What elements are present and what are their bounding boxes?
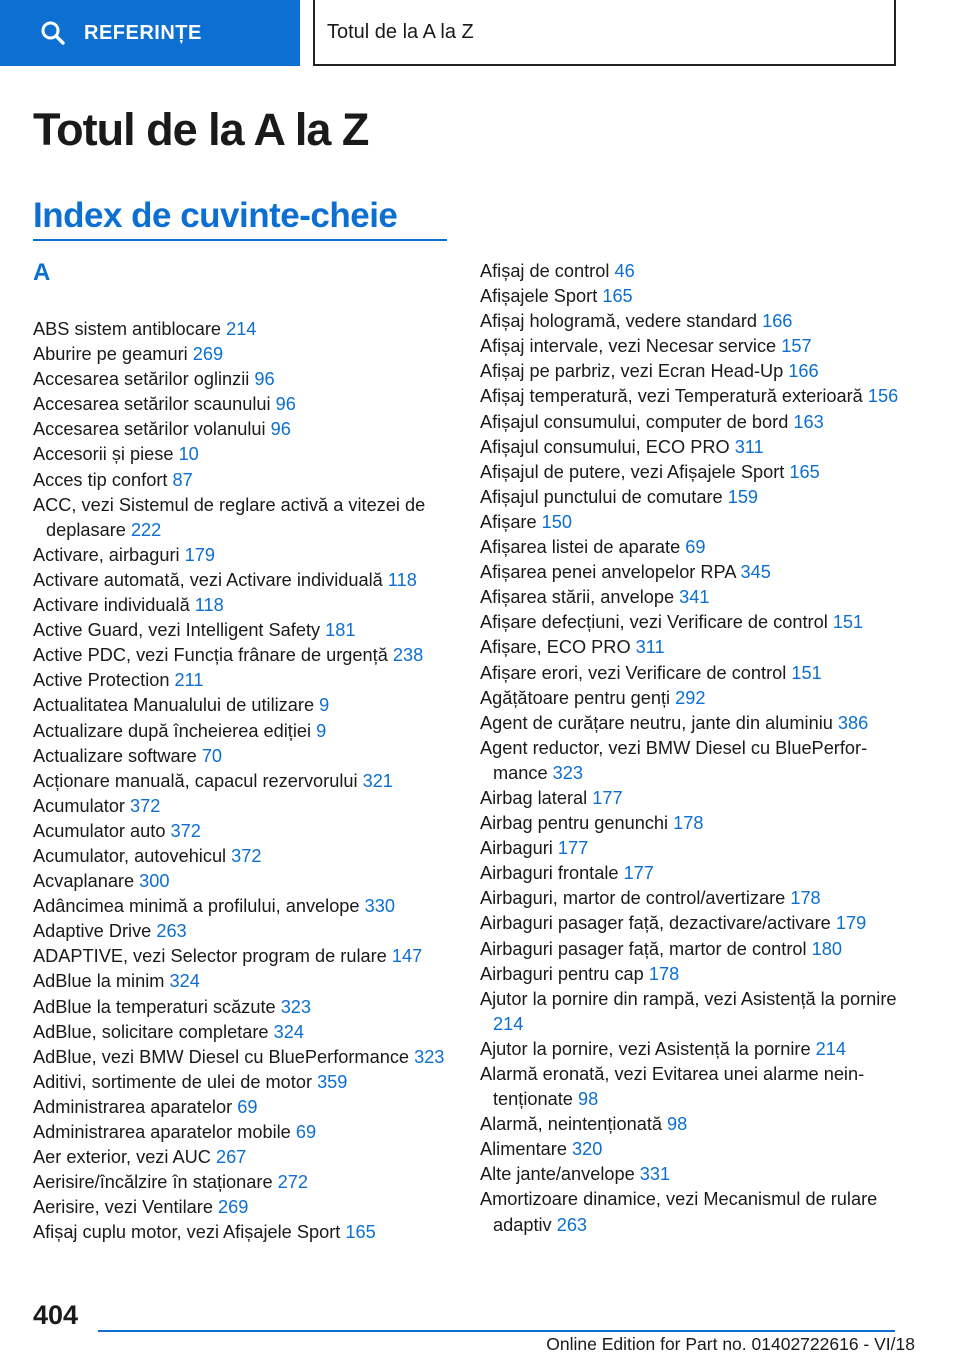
page-number: 404 <box>33 1300 79 1330</box>
index-entry <box>480 1137 910 1162</box>
index-entry-text: AdBlue, solicitare completare <box>33 1021 274 1042</box>
index-page-link[interactable]: 330 <box>364 896 395 917</box>
index-entry <box>33 1145 463 1170</box>
index-entry <box>480 309 910 334</box>
index-entry-text: Active Protection <box>33 670 175 691</box>
index-page-link[interactable]: 98 <box>577 1089 599 1110</box>
index-entry-text: Alarmă, neintenționată <box>480 1114 668 1135</box>
index-entry-text: Afișaj intervale, vezi Necesar service <box>480 336 782 357</box>
index-entry-text: Afișare, ECO PRO <box>480 637 636 658</box>
index-entry <box>480 1112 910 1137</box>
index-entry <box>480 736 910 786</box>
references-tab[interactable] <box>0 0 300 66</box>
index-entry-text: AdBlue la temperaturi scăzute <box>33 996 281 1017</box>
index-entry <box>480 435 910 460</box>
index-page-link[interactable]: 311 <box>635 637 665 658</box>
index-page-link[interactable]: 214 <box>226 319 257 339</box>
index-entry-text: Activare individuală <box>33 595 195 616</box>
index-entry <box>480 259 910 284</box>
index-entry <box>33 668 463 693</box>
index-page-link[interactable]: 178 <box>648 963 680 984</box>
index-page-link[interactable]: 179 <box>184 544 215 565</box>
index-entry-text: ADAPTIVE, vezi Selector program de rulare <box>33 946 392 967</box>
index-page-link[interactable]: 165 <box>602 286 633 307</box>
index-page-link[interactable]: 165 <box>345 1222 376 1243</box>
index-entry-text: Airbag pentru genunchi <box>480 813 674 834</box>
index-entry-text: Alarmă eronată, vezi Evitarea unei alarme neintenționate <box>480 1064 865 1110</box>
index-entry-text: Ajutor la pornire din rampă, vezi Asistență la pornire <box>480 988 897 1009</box>
index-page-link[interactable]: 87 <box>172 469 193 490</box>
index-page-link[interactable]: 372 <box>170 820 201 841</box>
index-page-link[interactable]: 166 <box>762 311 793 332</box>
index-entry-text: Afișaj pe parbriz, vezi Ecran Head-Up <box>480 361 789 382</box>
index-page-link[interactable]: 157 <box>781 336 812 357</box>
index-entry-text: Airbaguri pentru cap <box>480 963 649 984</box>
index-entry-text: Agățătoare pentru genți <box>480 687 676 708</box>
index-entry <box>33 894 463 919</box>
index-page-link[interactable]: 311 <box>734 436 764 457</box>
index-entry <box>33 342 463 367</box>
index-page-link[interactable]: 321 <box>362 770 393 791</box>
index-page-link[interactable]: 345 <box>740 562 771 583</box>
index-page-link[interactable]: 177 <box>623 863 654 884</box>
index-entry <box>33 1120 463 1145</box>
index-page-link[interactable]: 96 <box>254 369 275 390</box>
index-entry-text: Activare, airbaguri <box>33 544 185 565</box>
index-entry-text: Accesarea setărilor volanului <box>33 419 271 440</box>
index-entry <box>480 1037 910 1062</box>
index-entry-text: Adâncimea minimă a profilului, anvelope <box>33 896 365 917</box>
index-entry-text: Afișaj temperatură, vezi Temperatură exterioară <box>480 386 868 407</box>
index-entry-text: Amortizoare dinamice, vezi Mecanismul de rulare adaptiv <box>480 1189 878 1235</box>
index-entry-text: Actualizare după încheierea ediției <box>33 720 317 741</box>
index-entry-text: Afișare <box>480 511 542 532</box>
index-page-link[interactable]: 118 <box>387 569 417 590</box>
index-page-link[interactable]: 177 <box>592 787 623 808</box>
index-entry <box>480 861 910 886</box>
index-page-link[interactable]: 359 <box>317 1071 348 1092</box>
index-page-link[interactable]: 98 <box>667 1114 688 1135</box>
index-entry-text: Ajutor la pornire, vezi Asistență la pornire <box>480 1038 816 1059</box>
index-page-link[interactable]: 9 <box>319 695 330 716</box>
index-page-link[interactable]: 159 <box>727 486 759 507</box>
index-entry-text: Aburire pe geamuri <box>33 344 193 365</box>
index-page-link[interactable]: 96 <box>275 394 296 415</box>
index-entry-text: Accesarea setărilor scaunului <box>33 394 276 415</box>
index-entry <box>33 944 463 969</box>
index-entry-text: Afișaj hologramă, vedere standard <box>480 311 763 332</box>
index-entry <box>480 359 910 384</box>
index-entry <box>33 719 463 744</box>
index-entry-text: Airbaguri pasager față, martor de control <box>480 938 812 959</box>
index-page-link[interactable]: 372 <box>231 845 262 866</box>
index-page-link[interactable]: 324 <box>273 1021 304 1042</box>
index-entry <box>480 811 910 836</box>
index-entry-text: Afișarea penei anvelopelor RPA <box>480 562 741 583</box>
index-page-link[interactable]: 323 <box>552 762 584 783</box>
index-page-link[interactable]: 386 <box>837 712 869 733</box>
index-page-link[interactable]: 96 <box>270 419 291 440</box>
index-entry <box>480 460 910 485</box>
index-entry <box>480 911 910 936</box>
index-entry-text: Acționare manuală, capacul rezervorului <box>33 770 363 791</box>
index-page-link[interactable]: 166 <box>788 361 819 382</box>
index-page-link[interactable]: 269 <box>192 344 224 365</box>
page-title: Totul de la A la Z <box>33 104 369 155</box>
index-column-left <box>33 259 463 1245</box>
chapter-tab-label: Totul de la A la Z <box>327 20 474 43</box>
index-entry <box>480 585 910 610</box>
index-page-link[interactable]: 178 <box>790 888 821 909</box>
index-entry <box>480 836 910 861</box>
index-entry <box>33 693 463 718</box>
index-entry <box>33 593 463 618</box>
index-entry <box>33 1045 463 1070</box>
index-list-right <box>480 259 910 1238</box>
index-page-link[interactable]: 331 <box>639 1164 671 1185</box>
index-entry <box>33 1070 463 1095</box>
index-entry <box>480 1062 910 1112</box>
index-entry-text: Accesorii și piese <box>33 444 179 465</box>
index-entry-text: Agent de curățare neutru, jante din aluminiu <box>480 712 838 733</box>
index-letter-heading: A <box>33 259 51 286</box>
index-entry-text: Afișajul de putere, vezi Afișajele Sport <box>480 461 790 482</box>
index-entry <box>480 686 910 711</box>
index-list-left <box>33 317 463 1245</box>
index-page-link[interactable]: 147 <box>391 946 423 967</box>
index-page-link[interactable]: 69 <box>237 1096 258 1117</box>
index-entry <box>33 1095 463 1120</box>
index-entry <box>33 392 463 417</box>
index-entry-text: AdBlue, vezi BMW Diesel cu BluePerformance <box>33 1046 415 1067</box>
index-entry-text: Accesarea setărilor oglinzii <box>33 369 255 390</box>
index-entry-text: Airbaguri pasager față, dezactivare/activare <box>480 913 836 934</box>
index-entry-text: Afișare defecțiuni, vezi Verificare de control <box>480 612 833 633</box>
index-entry <box>480 937 910 962</box>
index-entry <box>33 844 463 869</box>
index-page-link[interactable]: 222 <box>130 519 162 540</box>
index-entry <box>480 661 910 686</box>
index-entry <box>33 618 463 643</box>
index-page-link[interactable]: 214 <box>815 1038 846 1059</box>
index-entry <box>33 468 463 493</box>
index-entry <box>480 284 910 309</box>
index-entry <box>480 886 910 911</box>
index-page-link[interactable]: 324 <box>169 971 200 992</box>
index-entry-text: Afișaj de control <box>480 261 615 281</box>
index-page-link[interactable]: 150 <box>541 511 573 532</box>
index-page-link[interactable]: 163 <box>793 411 824 432</box>
section-divider <box>33 239 447 241</box>
index-page-link[interactable]: 118 <box>194 595 224 616</box>
index-entry-text: ACC, vezi Sistemul de reglare activă a vitezei de deplasare <box>33 494 426 540</box>
index-entry <box>480 1187 910 1237</box>
index-entry <box>480 334 910 359</box>
index-entry-text: Aerisire, vezi Ventilare <box>33 1197 218 1218</box>
index-entry <box>33 493 463 543</box>
index-entry-text: Afișajul punctului de comutare <box>480 486 728 507</box>
index-entry-text: Afișarea stării, anvelope <box>480 587 680 608</box>
index-entry-text: Actualizare software <box>33 745 202 766</box>
index-page-link[interactable]: 46 <box>614 261 635 281</box>
chapter-tab[interactable] <box>313 0 896 66</box>
index-entry <box>33 869 463 894</box>
index-entry <box>480 962 910 987</box>
index-entry-text: Afișajul consumului, computer de bord <box>480 411 794 432</box>
index-page-link[interactable]: 177 <box>557 838 589 859</box>
index-page-link[interactable]: 263 <box>556 1214 588 1235</box>
index-entry-text: Administrarea aparatelor <box>33 1096 238 1117</box>
index-page-link[interactable]: 372 <box>130 795 161 816</box>
index-entry-text: Afișaj cuplu motor, vezi Afișajele Sport <box>33 1222 346 1243</box>
index-entry <box>33 819 463 844</box>
index-entry <box>33 442 463 467</box>
index-entry-text: Aer exterior, vezi AUC <box>33 1147 216 1168</box>
index-entry <box>480 610 910 635</box>
index-entry-text: Activare automată, vezi Activare individuală <box>33 569 388 590</box>
section-title: Index de cuvinte-cheie <box>33 196 398 235</box>
index-entry <box>33 367 463 392</box>
index-entry <box>480 410 910 435</box>
index-entry <box>33 643 463 668</box>
index-page-link[interactable]: 180 <box>811 938 842 959</box>
index-entry <box>480 711 910 736</box>
index-entry <box>480 635 910 660</box>
index-entry <box>33 568 463 593</box>
index-entry <box>480 535 910 560</box>
index-entry-text: Acumulator <box>33 795 131 816</box>
index-page-link[interactable]: 151 <box>832 612 864 633</box>
index-entry-text: Afișajele Sport <box>480 286 603 307</box>
index-entry <box>33 1195 463 1220</box>
index-entry-text: Aerisire/încălzire în staționare <box>33 1172 278 1193</box>
index-entry-text: Acces tip confort <box>33 469 173 490</box>
index-entry-text: AdBlue la minim <box>33 971 170 992</box>
index-page-link[interactable]: 179 <box>835 913 867 934</box>
index-entry-text: Airbaguri <box>480 838 558 859</box>
index-entry-text: Agent reductor, vezi BMW Diesel cu BluePerformance <box>480 737 868 783</box>
index-entry <box>33 543 463 568</box>
index-entry-text: Alte jante/anvelope <box>480 1164 640 1185</box>
index-page-link[interactable]: 178 <box>673 813 704 834</box>
index-entry-text: Acumulator auto <box>33 820 171 841</box>
index-entry <box>33 769 463 794</box>
index-page-link[interactable]: 165 <box>789 461 820 482</box>
index-page-link[interactable]: 214 <box>493 1013 524 1034</box>
index-entry-text: Airbag lateral <box>480 787 593 808</box>
index-page-link[interactable]: 323 <box>414 1046 445 1067</box>
index-entry-text: Airbaguri, martor de control/avertizare <box>480 888 791 909</box>
index-page-link[interactable]: 320 <box>572 1139 603 1160</box>
index-entry-text: Aditivi, sortimente de ulei de motor <box>33 1071 318 1092</box>
index-entry-text: Active PDC, vezi Funcția frânare de urgență <box>33 645 393 666</box>
index-entry <box>33 1170 463 1195</box>
index-entry-text: Afișarea listei de aparate <box>480 537 686 558</box>
index-page-link[interactable]: 272 <box>277 1172 308 1193</box>
index-entry <box>33 744 463 769</box>
index-page-link[interactable]: 70 <box>201 745 223 766</box>
index-entry <box>480 1162 910 1187</box>
index-entry <box>480 384 910 409</box>
footer-divider <box>98 1330 895 1332</box>
index-page-link[interactable]: 10 <box>178 444 199 465</box>
index-page-link[interactable]: 269 <box>217 1197 249 1218</box>
footer-edition-text: Online Edition for Part no. 01402722616 - VI/18 <box>546 1334 915 1354</box>
index-entry <box>480 485 910 510</box>
index-page-link[interactable]: 151 <box>791 662 822 683</box>
index-entry-text: Actualitatea Manualului de utilizare <box>33 695 320 716</box>
index-entry-text: ABS sistem antiblocare <box>33 319 227 339</box>
index-page-link[interactable]: 292 <box>675 687 706 708</box>
index-entry <box>33 1220 463 1245</box>
index-entry-text: Alimentare <box>480 1139 572 1160</box>
index-page-link[interactable]: 69 <box>685 537 706 558</box>
index-entry <box>480 510 910 535</box>
index-page-link[interactable]: 300 <box>139 871 170 892</box>
index-column-right <box>480 259 910 1238</box>
search-icon <box>40 20 66 46</box>
index-entry <box>33 995 463 1020</box>
index-page-link[interactable]: 181 <box>325 620 356 641</box>
index-entry-text: Administrarea aparatelor mobile <box>33 1122 296 1142</box>
index-entry-text: Afișare erori, vezi Verificare de control <box>480 662 792 683</box>
references-tab-label: REFERINȚE <box>84 21 202 44</box>
index-entry-text: Acumulator, autovehicul <box>33 845 232 866</box>
index-entry <box>33 417 463 442</box>
index-entry <box>33 919 463 944</box>
index-page-link[interactable]: 341 <box>679 587 710 608</box>
index-entry <box>33 969 463 994</box>
index-page-link[interactable]: 267 <box>215 1147 247 1168</box>
index-page-link[interactable]: 156 <box>867 386 899 407</box>
index-entry-text: Afișajul consumului, ECO PRO <box>480 436 735 457</box>
index-entry-text: Airbaguri frontale <box>480 863 624 884</box>
index-entry <box>33 317 463 342</box>
index-page-link[interactable]: 238 <box>392 645 424 666</box>
index-page-link[interactable]: 263 <box>156 921 187 942</box>
index-page-link[interactable]: 323 <box>280 996 312 1017</box>
index-entry <box>480 786 910 811</box>
index-entry <box>480 560 910 585</box>
index-entry <box>480 987 910 1037</box>
index-entry-text: Adaptive Drive <box>33 921 157 942</box>
index-entry <box>33 794 463 819</box>
index-entry-text: Active Guard, vezi Intelligent Safety <box>33 620 326 641</box>
index-entry-text: Acvaplanare <box>33 871 140 892</box>
index-page-link[interactable]: 211 <box>174 670 204 691</box>
index-entry <box>33 1020 463 1045</box>
index-page-link[interactable]: 9 <box>316 720 327 741</box>
index-page-link[interactable]: 69 <box>295 1122 317 1142</box>
